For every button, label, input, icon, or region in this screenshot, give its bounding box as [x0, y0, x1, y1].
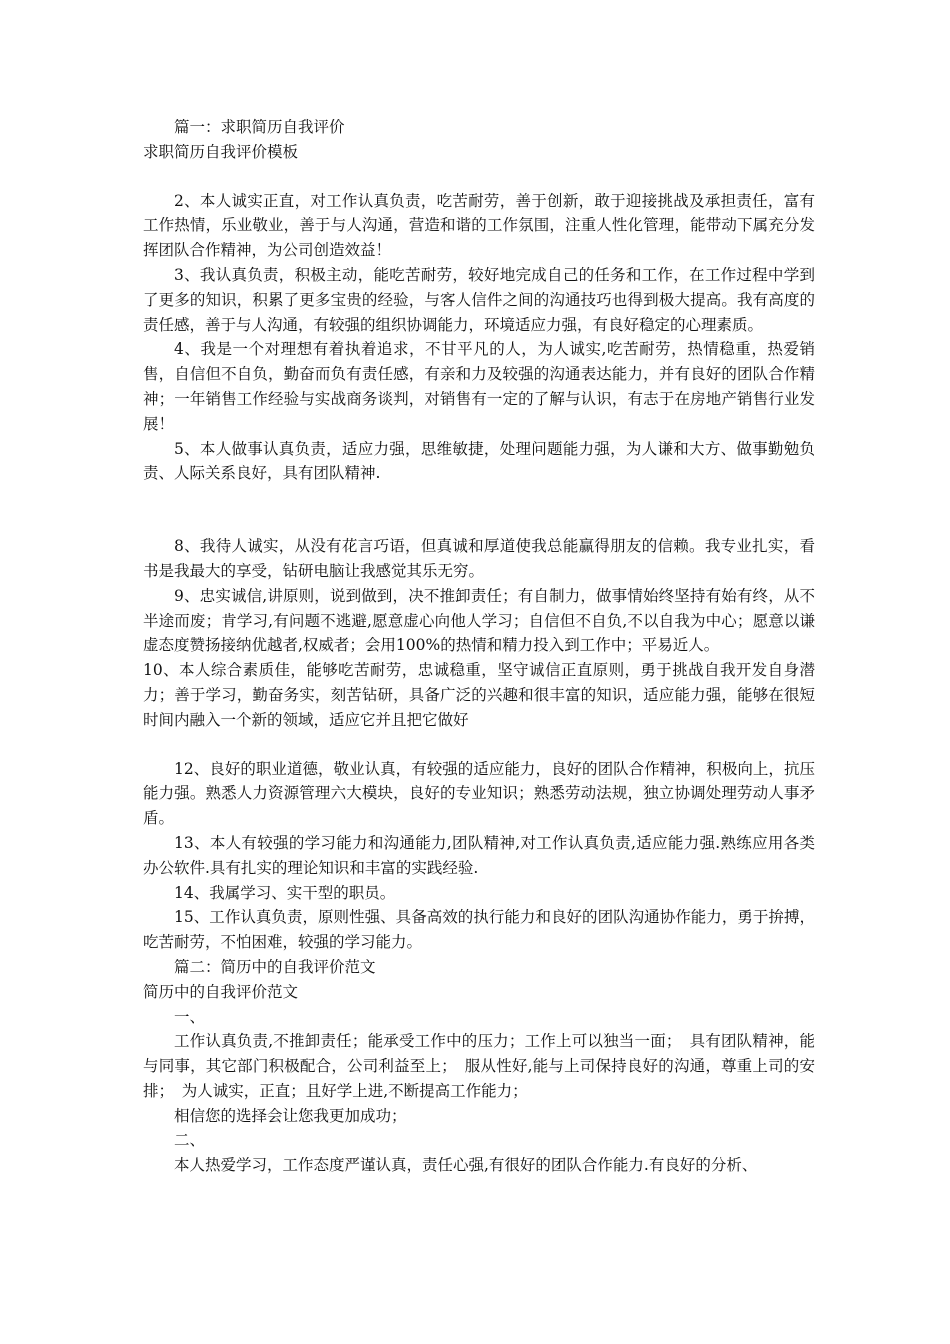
paragraph-gap — [143, 165, 815, 189]
paragraph: 9、忠实诚信,讲原则，说到做到，决不推卸责任；有自制力，做事情始终坚持有始有终，从不半途而废；肯学习,有问题不逃避,愿意虚心向他人学习；自信但不自负,不以自我为中心；愿意以谦虚态度赞扬接纳优越者,权威者；会用100%的热情和精力投入到工作中；平易近人。 — [143, 586, 815, 655]
paragraph: 12、良好的职业道德，敬业认真，有较强的适应能力，良好的团队合作精神，积极向上，抗压能力强。熟悉人力资源管理六大模块，良好的专业知识；熟悉劳动法规，独立协调处理劳动人事矛盾。 — [143, 759, 815, 828]
document-page — [143, 115, 815, 1178]
paragraph: 本人热爱学习，工作态度严谨认真，责任心强,有很好的团队合作能力.有良好的分析、 — [174, 1156, 758, 1175]
section-heading: 篇一：求职简历自我评价 — [174, 118, 345, 136]
paragraph: 工作认真负责,不推卸责任；能承受工作中的压力；工作上可以独当一面； 具有团队精神，能与同事，其它部门积极配合，公司利益至上； 服从性好,能与上司保持良好的沟通，尊重上司的安排； 为人诚实，正直；且好学上进,不断提高工作能力； — [143, 1032, 815, 1100]
paragraph: 5、本人做事认真负责，适应力强，思维敏捷，处理问题能力强，为人谦和大方、做事勤勉负责、人际关系良好，具有团队精神. — [143, 439, 815, 483]
paragraph: 10、本人综合素质佳，能够吃苦耐劳，忠诚稳重，坚守诚信正直原则，勇于挑战自我开发自身潜力；善于学习，勤奋务实，刻苦钻研，具备广泛的兴趣和很丰富的知识，适应能力强，能够在很短时间内融入一个新的领域，适应它并且把它做好 — [143, 661, 815, 729]
paragraph-gap — [143, 733, 815, 757]
paragraph: 2、本人诚实正直，对工作认真负责，吃苦耐劳，善于创新，敢于迎接挑战及承担责任，富有工作热情，乐业敬业，善于与人沟通，营造和谐的工作氛围，注重人性化管理，能带动下属充分发挥团队合作精神，为公司创造效益！ — [143, 191, 815, 260]
paragraph: 3、我认真负责，积极主动，能吃苦耐劳，较好地完成自己的任务和工作，在工作过程中学到了更多的知识，积累了更多宝贵的经验，与客人信件之间的沟通技巧也得到极大提高。我有高度的责任感，善于与人沟通，有较强的组织协调能力，环境适应力强，有良好稳定的心理素质。 — [143, 265, 815, 334]
paragraph-gap — [143, 486, 815, 534]
paragraph: 相信您的选择会让您我更加成功； — [174, 1106, 407, 1125]
section-subtitle: 求职简历自我评价模板 — [143, 142, 299, 161]
paragraph: 8、我待人诚实，从没有花言巧语，但真诚和厚道使我总能赢得朋友的信赖。我专业扎实，看书是我最大的享受，钻研电脑让我感觉其乐无穷。 — [143, 537, 815, 580]
section-heading: 篇二：简历中的自我评价范文 — [174, 957, 376, 976]
paragraph: 4、我是一个对理想有着执着追求，不甘平凡的人，为人诚实,吃苦耐劳，热情稳重，热爱销售，自信但不自负，勤奋而负有责任感，有亲和力及较强的沟通表达能力，并有良好的团队合作精神；一年销售工作经验与实战商务谈判，对销售有一定的了解与认识，有志于在房地产销售行业发展！ — [143, 340, 815, 433]
list-number: 二、 — [174, 1131, 206, 1150]
paragraph: 15、工作认真负责，原则性强、具备高效的执行能力和良好的团队沟通协作能力，勇于拚搏，吃苦耐劳，不怕困难，较强的学习能力。 — [143, 908, 815, 952]
paragraph: 14、我属学习、实干型的职员。 — [174, 883, 396, 902]
paragraph: 13、本人有较强的学习能力和沟通能力,团队精神,对工作认真负责,适应能力强.熟练应用各类办公软件.具有扎实的理论知识和丰富的实践经验. — [143, 833, 815, 877]
section-subtitle: 简历中的自我评价范文 — [143, 982, 299, 1001]
list-number: 一、 — [174, 1007, 206, 1026]
